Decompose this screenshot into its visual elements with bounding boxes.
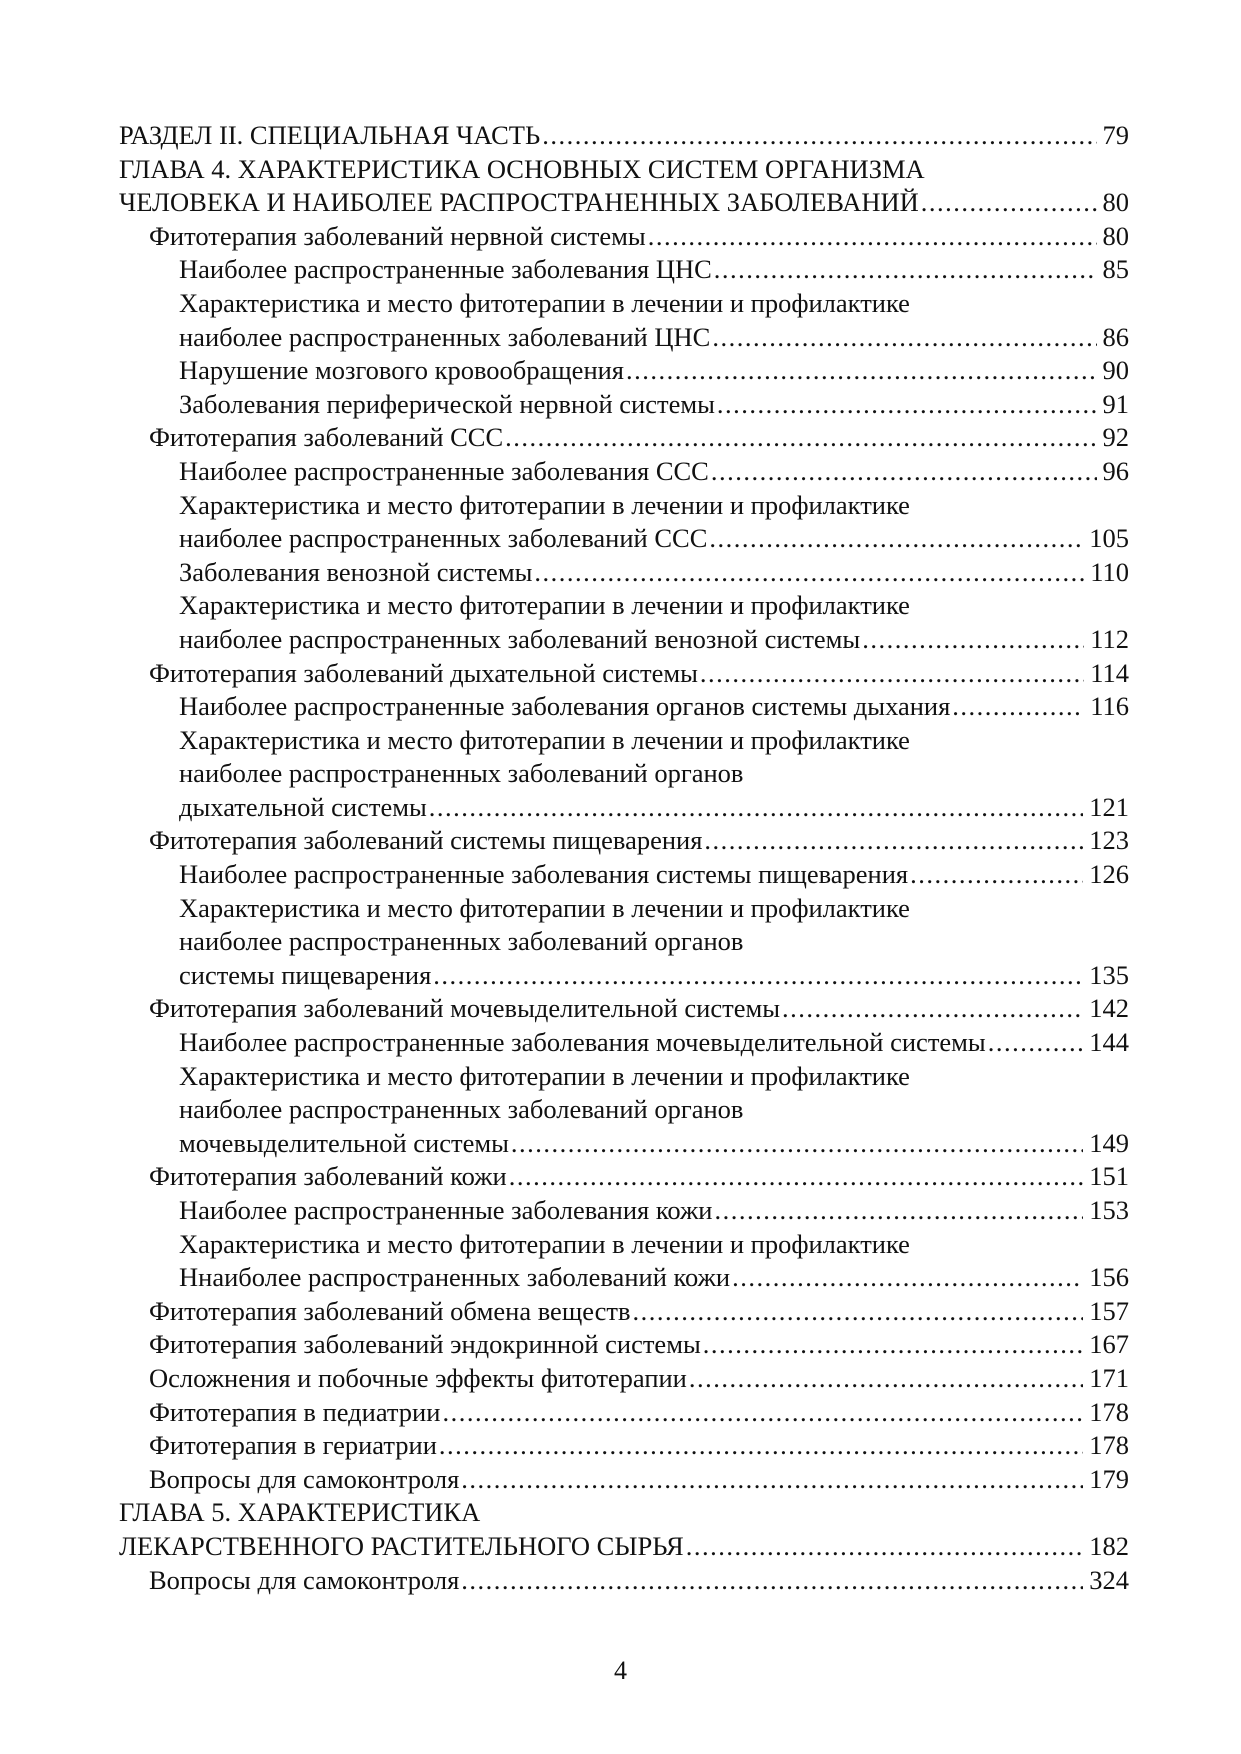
dot-leader — [988, 1026, 1084, 1060]
toc-entry-line — [119, 321, 1129, 355]
toc-page-number: 144 — [1089, 1027, 1129, 1058]
toc-entry-title: ЧЕЛОВЕКА И НАИБОЛЕЕ РАСПРОСТРАНЕННЫХ ЗАБОЛЕВАНИЙ — [119, 187, 919, 218]
toc-entry-line — [119, 1362, 1129, 1396]
dot-leader — [782, 992, 1083, 1026]
toc-entry-title-line: наиболее распространенных заболеваний органов — [179, 926, 744, 957]
dot-leader — [689, 1362, 1083, 1396]
toc-entry-title: Фитотерапия заболеваний ССС — [149, 422, 504, 453]
toc-entry-title-line: Характеристика и место фитотерапии в лечении и профилактике — [179, 287, 910, 318]
toc-entry — [119, 690, 1129, 724]
toc-entry — [119, 1564, 1129, 1598]
toc-entry-line — [119, 690, 1129, 724]
toc-entry — [119, 1396, 1129, 1430]
toc-page-number: 142 — [1089, 993, 1129, 1024]
toc-entry-title: Наиболее распространенные заболевания системы пищеварения — [179, 859, 909, 890]
dot-leader — [704, 824, 1083, 858]
dot-leader — [442, 1396, 1083, 1430]
toc-entry-line — [119, 1194, 1129, 1228]
toc-entry-title: Наиболее распространенные заболевания органов системы дыхания — [179, 691, 951, 722]
toc-entry — [119, 1429, 1129, 1463]
toc-entry-line — [119, 1429, 1129, 1463]
dot-leader — [461, 1463, 1083, 1497]
toc-page-number: 80 — [1102, 187, 1129, 218]
toc-entry — [119, 1060, 1129, 1161]
toc-page-number: 153 — [1089, 1195, 1129, 1225]
toc-page-number: 96 — [1102, 455, 1129, 486]
toc-entry-title: Наиболее распространенные заболевания ЦНС — [179, 254, 712, 285]
toc-entry-title: Фитотерапия заболеваний системы пищеварения — [149, 825, 703, 856]
toc-page-number: 92 — [1102, 422, 1129, 453]
toc-page-number: 126 — [1089, 859, 1129, 890]
dot-leader — [703, 1328, 1083, 1362]
toc-entry-line — [119, 1328, 1129, 1362]
dot-leader — [714, 1194, 1083, 1228]
dot-leader — [952, 690, 1084, 724]
toc-page-number: 91 — [1102, 388, 1129, 419]
toc-entry — [119, 657, 1129, 691]
toc-entry-line — [119, 522, 1129, 556]
toc-entry — [119, 892, 1129, 993]
toc-entry — [119, 1295, 1129, 1329]
toc-entry-line — [119, 1261, 1129, 1295]
dot-leader — [542, 119, 1096, 153]
dot-leader — [717, 388, 1097, 422]
toc-entry-line — [119, 220, 1129, 254]
toc-page-number: 178 — [1089, 1430, 1129, 1461]
toc-entry-line — [119, 1295, 1129, 1329]
page-number: 4 — [614, 1656, 627, 1685]
toc-page-number: 179 — [1089, 1463, 1129, 1494]
dot-leader — [709, 522, 1083, 556]
dot-leader — [714, 253, 1097, 287]
toc-entry — [119, 1362, 1129, 1396]
toc-entry-title: Заболевания периферической нервной системы — [179, 388, 715, 419]
toc-page-number: 182 — [1089, 1530, 1129, 1561]
dot-leader — [686, 1530, 1084, 1564]
toc-entry-title: Фитотерапия заболеваний нервной системы — [149, 220, 646, 251]
toc-entry-line — [119, 354, 1129, 388]
toc-entry — [119, 589, 1129, 656]
toc-entry-title: Фитотерапия в гериатрии — [149, 1430, 437, 1461]
toc-page-number: 110 — [1090, 556, 1129, 587]
toc-page-number: 85 — [1102, 254, 1129, 285]
dot-leader — [633, 1295, 1084, 1329]
dot-leader — [429, 791, 1083, 825]
toc-entry-title: Осложнения и побочные эффекты фитотерапии — [149, 1362, 687, 1393]
dot-leader — [910, 858, 1083, 892]
toc-entry-line — [119, 253, 1129, 287]
toc-page-number: 79 — [1102, 120, 1129, 150]
toc-page-number: 156 — [1089, 1262, 1129, 1293]
toc-entry-title: Вопросы для самоконтроля — [149, 1564, 460, 1595]
toc-entry-line — [119, 1396, 1129, 1430]
toc-entry-title: наиболее распространенных заболеваний венозной системы — [179, 623, 861, 654]
toc-entry-title: наиболее распространенных заболеваний ЦНС — [179, 321, 711, 352]
toc-entry-title: Фитотерапия заболеваний кожи — [149, 1161, 507, 1192]
toc-entry-title: Наиболее распространенные заболевания кожи — [179, 1195, 713, 1225]
toc-entry-title: Фитотерапия заболеваний обмена веществ — [149, 1295, 631, 1326]
dot-leader — [509, 1160, 1084, 1194]
toc-entry — [119, 489, 1129, 556]
toc-entry-line — [119, 1564, 1129, 1598]
toc-entry-title: Фитотерапия в педиатрии — [149, 1396, 441, 1427]
toc-entry-title-line: Характеристика и место фитотерапии в лечении и профилактике — [179, 590, 910, 621]
toc-entry — [119, 287, 1129, 354]
dot-leader — [439, 1429, 1083, 1463]
table-of-contents — [119, 119, 1129, 1597]
toc-page-number: 116 — [1090, 691, 1129, 722]
toc-entry — [119, 354, 1129, 388]
toc-entry-line — [119, 421, 1129, 455]
toc-entry — [119, 421, 1129, 455]
toc-entry-title: Вопросы для самоконтроля — [149, 1463, 460, 1494]
toc-entry-title-line: Характеристика и место фитотерапии в лечении и профилактике — [179, 892, 910, 923]
toc-entry — [119, 253, 1129, 287]
toc-entry-line — [119, 1160, 1129, 1194]
toc-entry-line — [119, 1127, 1129, 1161]
toc-page-number: 171 — [1089, 1362, 1129, 1393]
toc-entry-title-line: Характеристика и место фитотерапии в лечении и профилактике — [179, 724, 910, 755]
toc-entry-title: Фитотерапия заболеваний дыхательной системы — [149, 657, 698, 688]
toc-entry-line — [119, 556, 1129, 590]
toc-entry-line — [119, 1026, 1129, 1060]
toc-entry-title: наиболее распространенных заболеваний ССС — [179, 523, 708, 554]
toc-entry-title: ЛЕКАРСТВЕННОГО РАСТИТЕЛЬНОГО СЫРЬЯ — [119, 1530, 684, 1561]
dot-leader — [921, 186, 1097, 220]
toc-page-number: 121 — [1089, 791, 1129, 822]
toc-page-number: 80 — [1102, 220, 1129, 251]
toc-entry — [119, 220, 1129, 254]
toc-entry — [119, 724, 1129, 825]
toc-entry-title-line: Характеристика и место фитотерапии в лечении и профилактике — [179, 1060, 910, 1091]
toc-page-number: 151 — [1089, 1161, 1129, 1192]
dot-leader — [433, 959, 1083, 993]
toc-entry-title: системы пищеварения — [179, 959, 432, 990]
toc-entry — [119, 556, 1129, 590]
toc-entry — [119, 119, 1129, 153]
toc-entry-title: Заболевания венозной системы — [179, 556, 533, 587]
toc-page-number: 105 — [1089, 523, 1129, 554]
toc-entry-line — [119, 657, 1129, 691]
toc-entry — [119, 1463, 1129, 1497]
toc-entry — [119, 388, 1129, 422]
toc-entry-title-line: наиболее распространенных заболеваний органов — [179, 758, 744, 789]
toc-page-number: 178 — [1089, 1396, 1129, 1427]
toc-entry — [119, 824, 1129, 858]
toc-entry-title: Наиболее распространенные заболевания ССС — [179, 455, 709, 486]
toc-entry — [119, 858, 1129, 892]
toc-page-number: 167 — [1089, 1329, 1129, 1360]
toc-page-number: 157 — [1089, 1295, 1129, 1326]
toc-entry — [119, 153, 1129, 220]
toc-entry — [119, 455, 1129, 489]
toc-entry — [119, 1160, 1129, 1194]
dot-leader — [862, 623, 1084, 657]
dot-leader — [732, 1261, 1083, 1295]
toc-entry-line — [119, 455, 1129, 489]
toc-entry-title-line: наиболее распространенных заболеваний органов — [179, 1094, 744, 1125]
dot-leader — [534, 556, 1084, 590]
toc-entry-line — [119, 623, 1129, 657]
toc-entry — [119, 1194, 1129, 1228]
toc-page-number: 112 — [1090, 623, 1129, 654]
toc-page-number: 149 — [1089, 1127, 1129, 1158]
toc-page-number: 324 — [1089, 1564, 1129, 1595]
dot-leader — [712, 321, 1096, 355]
toc-entry — [119, 1228, 1129, 1295]
dot-leader — [461, 1564, 1083, 1598]
toc-page-number: 135 — [1089, 959, 1129, 990]
toc-entry-title: Фитотерапия заболеваний эндокринной системы — [149, 1329, 701, 1360]
toc-entry-title: РАЗДЕЛ II. СПЕЦИАЛЬНАЯ ЧАСТЬ — [119, 120, 541, 150]
toc-entry-title: Наиболее распространенные заболевания мочевыделительной системы — [179, 1027, 986, 1058]
toc-entry-title-line: ГЛАВА 4. ХАРАКТЕРИСТИКА ОСНОВНЫХ СИСТЕМ ОРГАНИЗМА — [119, 153, 925, 184]
toc-entry — [119, 1026, 1129, 1060]
toc-page-number: 123 — [1089, 825, 1129, 856]
dot-leader — [711, 455, 1097, 489]
toc-entry-line — [119, 959, 1129, 993]
dot-leader — [511, 1127, 1083, 1161]
toc-entry-line — [119, 791, 1129, 825]
toc-entry-title: Ннаиболее распространенных заболеваний кожи — [179, 1262, 731, 1293]
toc-entry — [119, 992, 1129, 1026]
toc-entry-line — [119, 186, 1129, 220]
toc-entry-line — [119, 824, 1129, 858]
toc-entry-title: Фитотерапия заболеваний мочевыделительной системы — [149, 993, 781, 1024]
toc-entry-line — [119, 992, 1129, 1026]
dot-leader — [626, 354, 1096, 388]
toc-entry-title: дыхательной системы — [179, 791, 427, 822]
dot-leader — [505, 421, 1096, 455]
toc-entry-title: Нарушение мозгового кровообращения — [179, 355, 625, 386]
toc-page-number: 86 — [1102, 321, 1129, 352]
toc-entry-line — [119, 119, 1129, 153]
dot-leader — [700, 657, 1084, 691]
toc-entry-title-line: Характеристика и место фитотерапии в лечении и профилактике — [179, 489, 910, 520]
toc-entry-title-line: ГЛАВА 5. ХАРАКТЕРИСТИКА — [119, 1497, 481, 1528]
toc-entry-title: мочевыделительной системы — [179, 1127, 509, 1158]
toc-entry-line — [119, 388, 1129, 422]
toc-entry — [119, 1328, 1129, 1362]
toc-entry-line — [119, 1463, 1129, 1497]
toc-entry — [119, 1496, 1129, 1563]
toc-entry-line — [119, 1530, 1129, 1564]
toc-entry-title-line: Характеристика и место фитотерапии в лечении и профилактике — [179, 1228, 910, 1259]
toc-page-number: 90 — [1102, 355, 1129, 386]
toc-page-number: 114 — [1090, 657, 1129, 688]
dot-leader — [648, 220, 1097, 254]
toc-entry-line — [119, 858, 1129, 892]
